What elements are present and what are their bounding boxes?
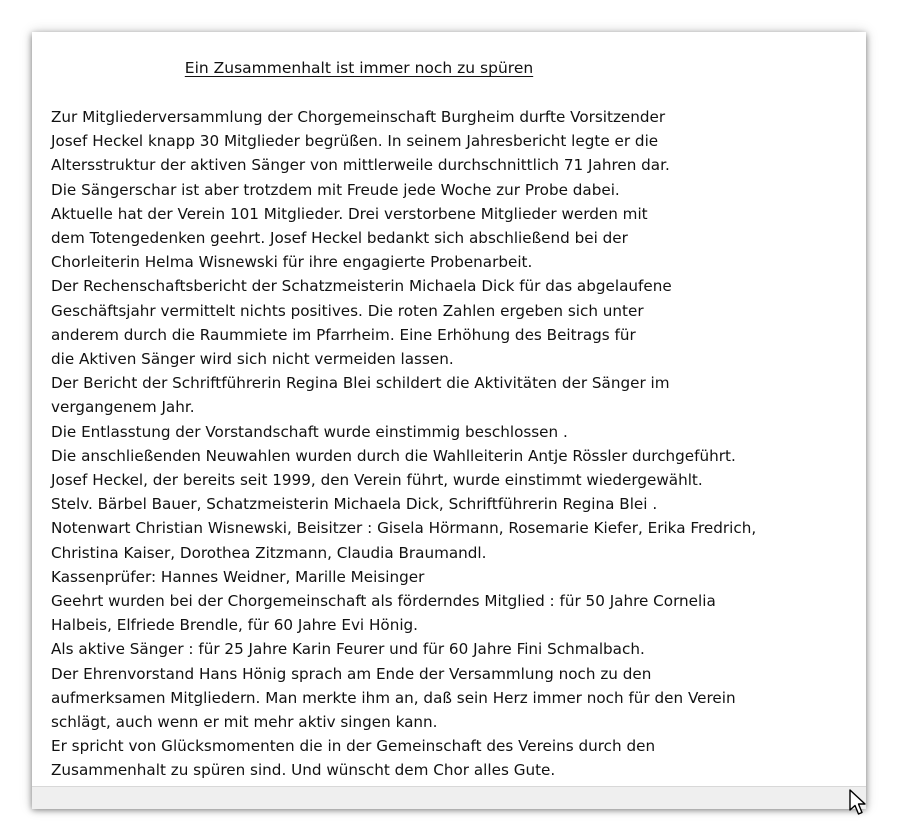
document-line: vergangenem Jahr. — [51, 398, 195, 417]
document-line: Die anschließenden Neuwahlen wurden durch die Wahlleiterin Antje Rössler durchgeführt. — [51, 446, 736, 465]
document-line: Der Rechenschaftsbericht der Schatzmeisterin Michaela Dick für das abgelaufene — [51, 277, 672, 296]
document-line: Josef Heckel knapp 30 Mitglieder begrüßen. In seinem Jahresbericht legte er die — [51, 132, 659, 151]
status-bar — [32, 786, 866, 809]
document-line: Christina Kaiser, Dorothea Zitzmann, Claudia Braumandl. — [51, 543, 487, 562]
document-line: Er spricht von Glücksmomenten die in der Gemeinschaft des Vereins durch den — [51, 737, 656, 756]
document-line: Als aktive Sänger : für 25 Jahre Karin Feurer und für 60 Jahre Fini Schmalbach. — [51, 640, 645, 659]
document-line: Die Sängerschar ist aber trotzdem mit Freude jede Woche zur Probe dabei. — [51, 180, 620, 199]
document-line: Der Bericht der Schriftführerin Regina Blei schildert die Aktivitäten der Sänger im — [51, 374, 670, 393]
document-line: Zusammenhalt zu spüren sind. Und wünscht dem Chor alles Gute. — [51, 761, 556, 780]
document-line: Zur Mitgliederversammlung der Chorgemeinschaft Burgheim durfte Vorsitzender — [51, 108, 666, 126]
document-line: Die Entlasstung der Vorstandschaft wurde einstimmig beschlossen . — [51, 422, 568, 441]
document-line: Der Ehrenvorstand Hans Hönig sprach am Ende der Versammlung noch zu den — [51, 664, 652, 683]
document-page — [32, 32, 866, 808]
document-line: die Aktiven Sänger wird sich nicht vermeiden lassen. — [51, 350, 454, 369]
document-title: Ein Zusammenhalt ist immer noch zu spüren — [184, 59, 534, 77]
document-line: Geschäftsjahr vermittelt nichts positives. Die roten Zahlen ergeben sich unter — [51, 301, 644, 320]
document-title-container — [32, 57, 686, 79]
document-line: Aktuelle hat der Verein 101 Mitglieder. Drei verstorbene Mitglieder werden mit — [51, 204, 648, 223]
document-line: Chorleiterin Helma Wisnewski für ihre engagierte Probenarbeit. — [51, 253, 533, 272]
document-line: Geehrt wurden bei der Chorgemeinschaft als förderndes Mitglied : für 50 Jahre Cornelia — [51, 592, 716, 611]
document-line: Notenwart Christian Wisnewski, Beisitzer : Gisela Hörmann, Rosemarie Kiefer, Erika Fredrich, — [51, 519, 757, 538]
document-line: schlägt, auch wenn er mit mehr aktiv singen kann. — [51, 713, 438, 732]
mouse-pointer-icon — [848, 789, 868, 817]
document-line: Kassenprüfer: Hannes Weidner, Marille Meisinger — [51, 567, 425, 586]
document-line: Halbeis, Elfriede Brendle, für 60 Jahre Evi Hönig. — [51, 616, 419, 635]
document-line: Josef Heckel, der bereits seit 1999, den Verein führt, wurde einstimmt wiedergewählt. — [51, 471, 703, 490]
document-line: dem Totengedenken geehrt. Josef Heckel bedankt sich abschließend bei der — [51, 229, 628, 248]
document-line: aufmerksamen Mitgliedern. Man merkte ihm an, daß sein Herz immer noch für den Verein — [51, 688, 736, 707]
document-line: Altersstruktur der aktiven Sänger von mittlerweile durchschnittlich 71 Jahren dar. — [51, 156, 670, 175]
document-body — [51, 105, 851, 783]
document-line: Stelv. Bärbel Bauer, Schatzmeisterin Michaela Dick, Schriftführerin Regina Blei . — [51, 495, 658, 514]
document-line: anderem durch die Raummiete im Pfarrheim. Eine Erhöhung des Beitrags für — [51, 325, 636, 344]
